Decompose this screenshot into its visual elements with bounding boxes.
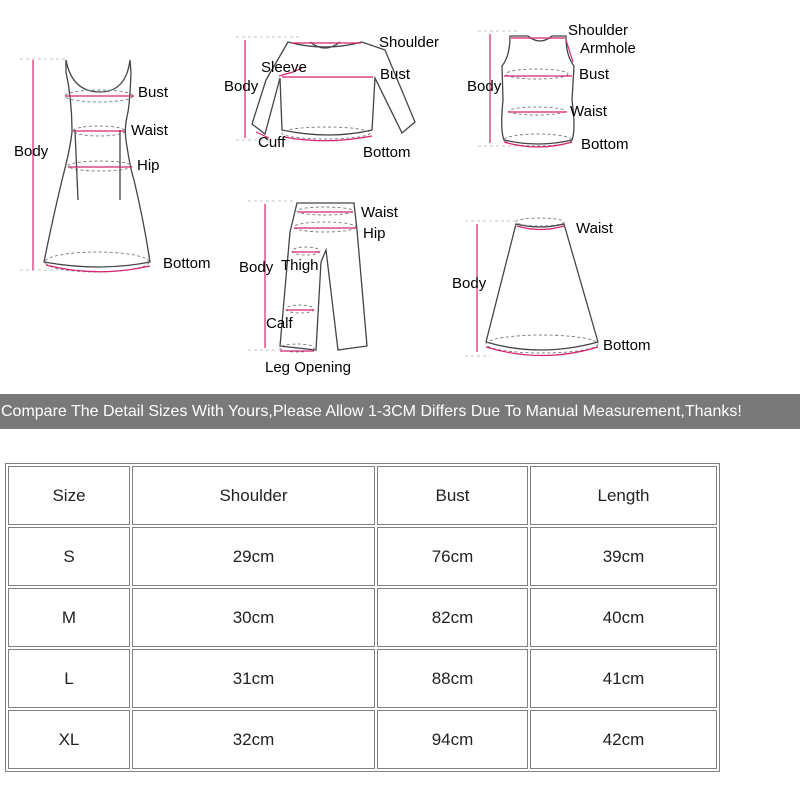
table-row (8, 710, 717, 769)
pants-body-label: Body (239, 259, 274, 276)
cell-length: 41cm (530, 649, 717, 708)
table-header-row (8, 466, 717, 525)
sweater-sleeve-label: Sleeve (261, 59, 307, 76)
cell-shoulder: 31cm (132, 649, 375, 708)
table-row (8, 527, 717, 586)
tank-bottom-label: Bottom (581, 136, 629, 153)
pants-figure (239, 201, 399, 376)
cell-length: 42cm (530, 710, 717, 769)
pants-hip-label: Hip (363, 225, 386, 242)
cell-bust: 94cm (377, 710, 528, 769)
cell-size: XL (8, 710, 130, 769)
dress-bottom-label: Bottom (163, 255, 211, 272)
dress-waist-label: Waist (131, 122, 168, 139)
sweater-body-label: Body (224, 78, 259, 95)
pants-calf-label: Calf (266, 315, 293, 332)
pants-thigh-label: Thigh (281, 257, 319, 274)
size-chart-body (8, 466, 717, 769)
cell-shoulder: 30cm (132, 588, 375, 647)
cell-shoulder: 32cm (132, 710, 375, 769)
skirt-bottom-label: Bottom (603, 337, 651, 354)
table-row (8, 649, 717, 708)
dress-hip-label: Hip (137, 157, 160, 174)
cell-bust: 76cm (377, 527, 528, 586)
pants-leg-opening-label: Leg Opening (265, 359, 351, 376)
tank-bust-label: Bust (579, 66, 610, 83)
dress-bust-label: Bust (138, 84, 169, 101)
measurement-diagram (0, 0, 800, 392)
skirt-figure (452, 218, 651, 356)
cell-size: M (8, 588, 130, 647)
sweater-bottom-label: Bottom (363, 144, 411, 161)
cell-length: 40cm (530, 588, 717, 647)
header-cell-length: Length (530, 466, 717, 525)
skirt-waist-label: Waist (576, 220, 613, 237)
size-chart-table (5, 463, 720, 772)
skirt-body-label: Body (452, 275, 487, 292)
cell-bust: 82cm (377, 588, 528, 647)
pants-waist-label: Waist (361, 204, 398, 221)
tank-body-label: Body (467, 78, 502, 95)
tank-armhole-label: Armhole (580, 40, 636, 57)
cell-length: 39cm (530, 527, 717, 586)
sweater-cuff-label: Cuff (258, 134, 286, 151)
cell-size: S (8, 527, 130, 586)
tank-figure (467, 22, 636, 153)
cell-shoulder: 29cm (132, 527, 375, 586)
cell-bust: 88cm (377, 649, 528, 708)
dress-body-label: Body (14, 143, 49, 160)
header-cell-shoulder: Shoulder (132, 466, 375, 525)
sweater-shoulder-label: Shoulder (379, 34, 440, 51)
measurement-note-banner: Compare The Detail Sizes With Yours,Please Allow 1-3CM Differs Due To Manual Measurement,Thanks! (0, 394, 800, 429)
tank-waist-label: Waist (570, 103, 607, 120)
sweater-bust-label: Bust (380, 66, 411, 83)
dress-figure (14, 59, 211, 272)
tank-shoulder-label: Shoulder (568, 22, 629, 39)
table-row (8, 588, 717, 647)
sweater-figure (224, 34, 439, 161)
header-cell-bust: Bust (377, 466, 528, 525)
header-cell-size: Size (8, 466, 130, 525)
cell-size: L (8, 649, 130, 708)
